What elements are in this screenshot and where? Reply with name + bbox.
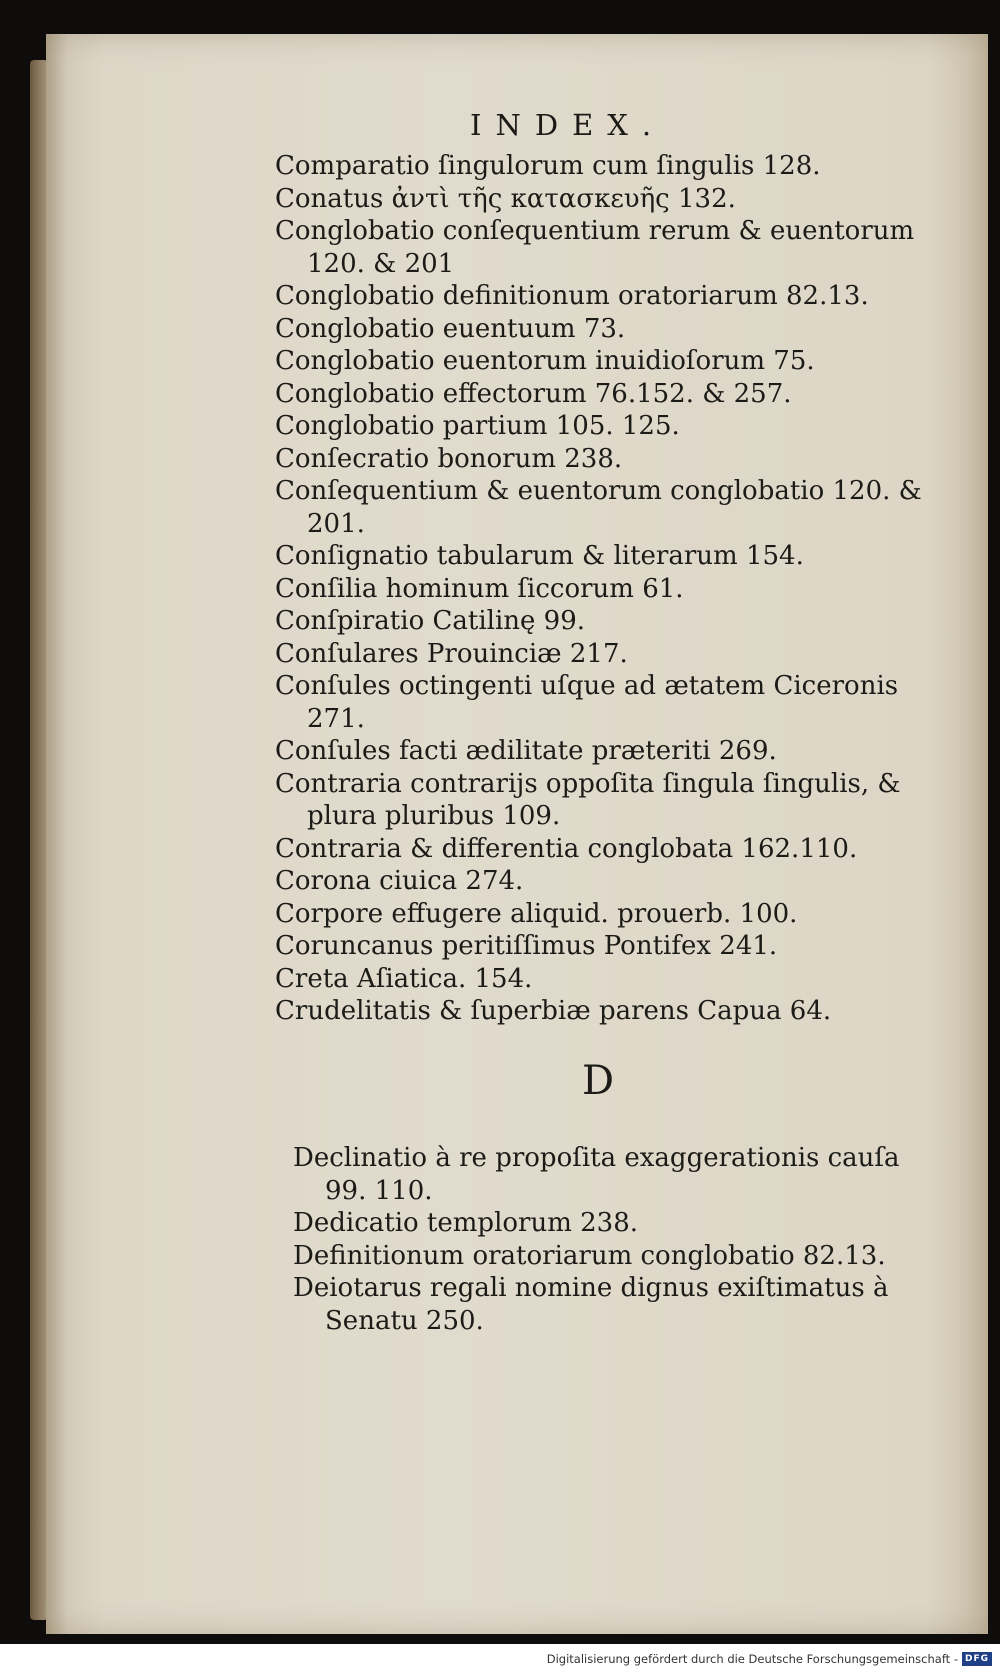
index-entry: Conglobatio euentuum 73. (275, 313, 626, 344)
index-entry: Crudelitatis & ſuperbiæ parens Capua 64. (275, 996, 832, 1026)
index-entry: Creta Aſiatica. 154. (275, 963, 533, 994)
running-head: INDEX. (470, 108, 666, 142)
index-entry: Conglobatio conſequentium rerum & euentorum 120. & 201 (275, 216, 915, 279)
index-entry: Definitionum oratoriarum conglobatio 82.13. (293, 1240, 886, 1271)
index-entry: Comparatio ſingulorum cum ſingulis 128. (275, 151, 821, 181)
index-entry: Conſecratio bonorum 238. (275, 443, 623, 474)
index-entry: Conſpiratio Catilinę 99. (275, 606, 586, 636)
index-entry: Deiotarus regali nomine dignus exiſtimatus à Senatu 250. (293, 1273, 889, 1336)
index-entry: Conſilia hominum ſiccorum 61. (275, 573, 684, 604)
dfg-logo-icon: DFG (962, 1652, 992, 1666)
index-entries-d (293, 1142, 933, 1337)
index-entry: Corpore effugere aliquid. prouerb. 100. (275, 898, 798, 929)
index-entry: Conglobatio partium 105. 125. (275, 411, 680, 441)
index-entry: Conſequentium & euentorum conglobatio 120. & 201. (275, 476, 922, 539)
index-entry: Conſules facti ædilitate præteriti 269. (275, 736, 777, 766)
index-entry: Declinatio à re propoſita exaggerationis cauſa 99. 110. (293, 1143, 900, 1206)
index-entry: Contraria & differentia conglobata 162.110. (275, 833, 858, 864)
index-entry: Conſignatio tabularum & literarum 154. (275, 541, 804, 571)
index-entry: Conglobatio effectorum 76.152. & 257. (275, 378, 792, 409)
index-entry: Conglobatio definitionum oratoriarum 82.13. (275, 281, 869, 311)
digitization-footer (0, 1644, 1000, 1675)
funding-credit: Digitalisierung gefördert durch die Deutsche Forschungsgemeinschaft - (546, 1652, 958, 1666)
index-entries-c (275, 150, 935, 1028)
index-entry: Conglobatio euentorum inuidioſorum 75. (275, 346, 815, 376)
section-letter-d: D (582, 1058, 615, 1104)
index-entry: Contraria contrarijs oppoſita ſingula ſingulis, & plura pluribus 109. (275, 768, 901, 831)
index-entry: Corona ciuica 274. (275, 866, 524, 896)
index-entry: Dedicatio templorum 238. (293, 1208, 639, 1238)
index-entry: Conſules octingenti uſque ad ætatem Ciceronis 271. (275, 671, 899, 734)
index-entry: Coruncanus peritiſſimus Pontifex 241. (275, 931, 778, 961)
index-entry: Conſulares Prouinciæ 217. (275, 638, 628, 669)
index-entry: Conatus ἀντὶ τῆς κατασκευῆς 132. (275, 183, 736, 214)
